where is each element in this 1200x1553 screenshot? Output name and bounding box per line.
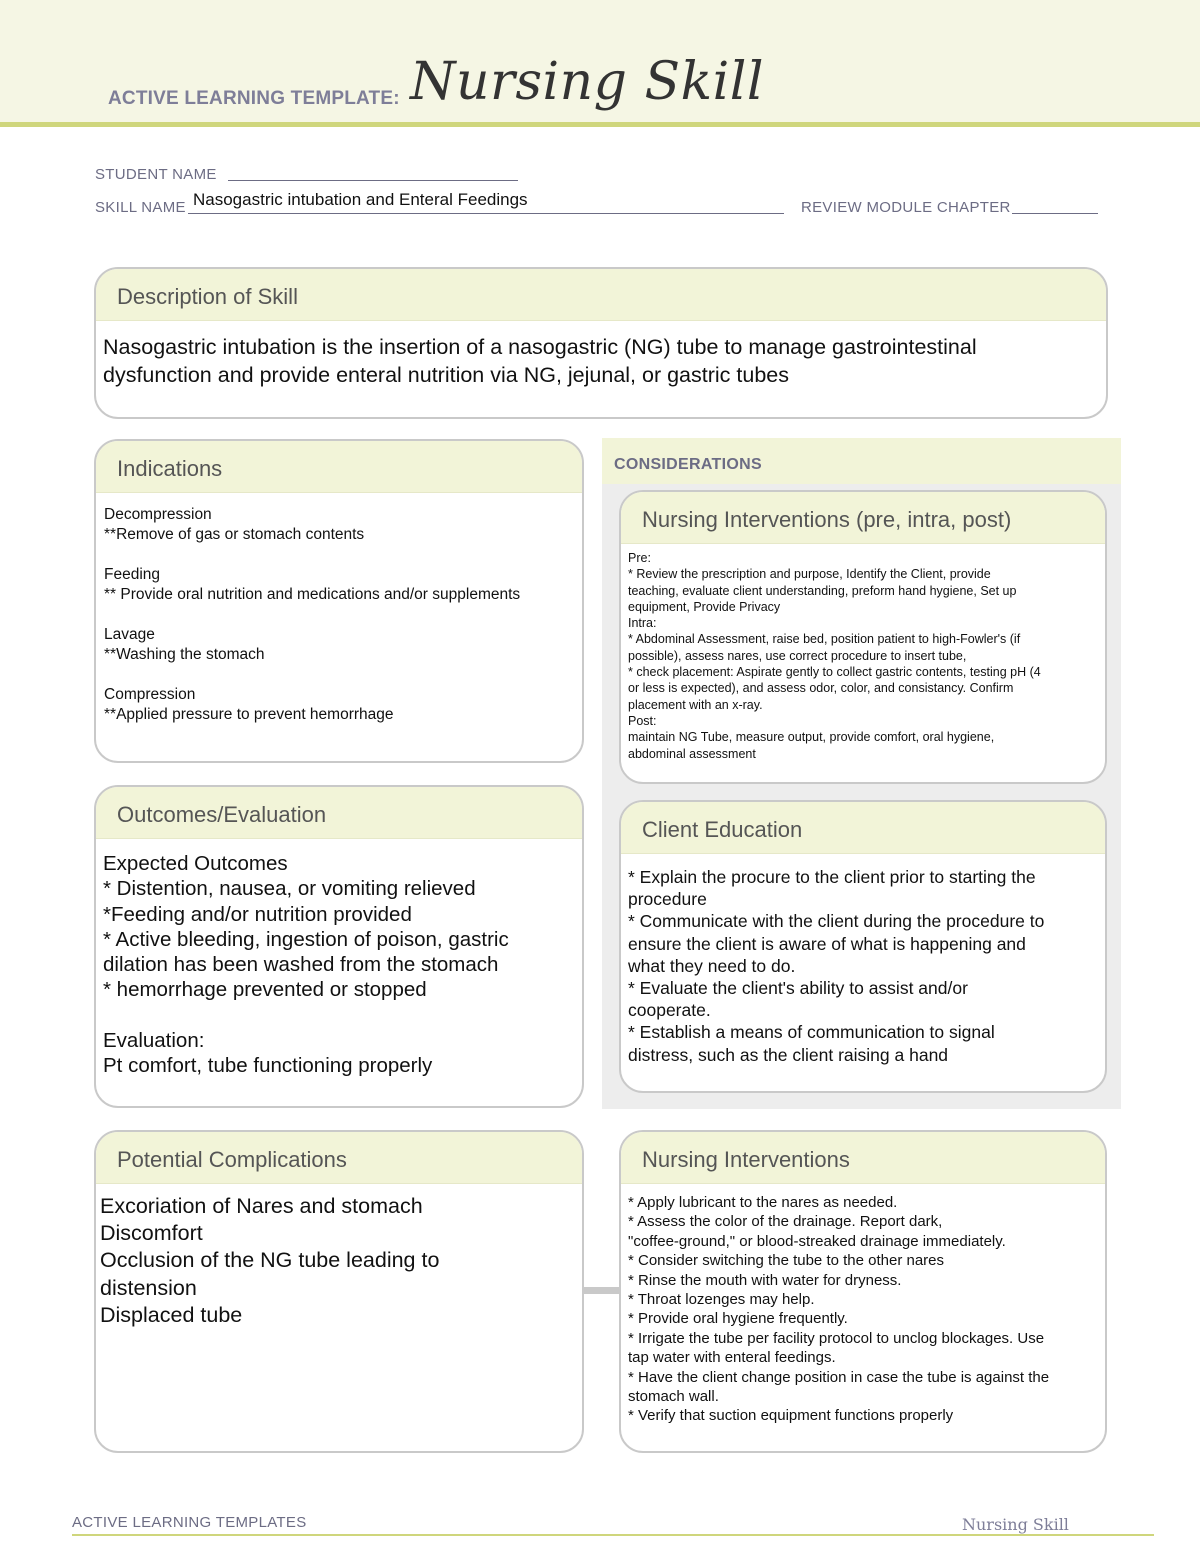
skill-name-field[interactable]: Nasogastric intubation and Enteral Feedings bbox=[193, 190, 528, 209]
student-name-line bbox=[228, 180, 518, 181]
description-box bbox=[94, 267, 1108, 419]
nursing-interventions-box bbox=[619, 1130, 1107, 1453]
indications-text[interactable]: Decompression **Remove of gas or stomach contents Feeding ** Provide oral nutrition and medications and/or supplements Lavage **Washing the stomach Compression **Applied pressure to prevent hemorrhage bbox=[104, 506, 521, 723]
client-education-box bbox=[619, 800, 1107, 1093]
footer-title: Nursing Skill bbox=[962, 1515, 1069, 1534]
complications-text[interactable]: Excoriation of Nares and stomach Discomfort Occlusion of the NG tube leading to distension Displaced tube bbox=[100, 1194, 440, 1327]
skill-name-label: SKILL NAME bbox=[95, 199, 186, 216]
outcomes-text[interactable]: Expected Outcomes * Distention, nausea, or vomiting relieved *Feeding and/or nutrition provided * Active bleeding, ingestion of poison, gastric dilation has been washed from the stomach * hemorrhage prevented or stopped Evaluation: Pt comfort, tube functioning properly bbox=[103, 852, 509, 1078]
nursing-interventions-ppp-text[interactable]: Pre: * Review the prescription and purpose, Identify the Client, provide teaching, evaluate client understanding, preform hand hygiene, Set up equipment, Provide Privacy Intra: * Abdominal Assessment, raise bed, position patient to high-Fowler's (if possible), assess nares, use correct procedure to insert tube, * check placement: Aspirate gently to collect gastric contents, testing pH (4 or less is expected), and assess odor, color, and consistancy. Confirm placement with an x-ray. Post: maintain NG Tube, measure output, provide comfort, oral hygiene, abdominal assessment bbox=[628, 551, 1041, 761]
outcomes-box bbox=[94, 785, 584, 1108]
student-name-label: STUDENT NAME bbox=[95, 166, 217, 183]
template-title: Nursing Skill bbox=[410, 52, 764, 112]
review-module-label: REVIEW MODULE CHAPTER bbox=[801, 199, 1011, 216]
complications-box bbox=[94, 1130, 584, 1453]
outcomes-title: Outcomes/Evaluation bbox=[96, 787, 582, 839]
template-label: ACTIVE LEARNING TEMPLATE: bbox=[108, 88, 400, 109]
complications-title: Potential Complications bbox=[96, 1132, 582, 1184]
nursing-interventions-ppp-title: Nursing Interventions (pre, intra, post) bbox=[621, 492, 1105, 544]
client-education-text[interactable]: * Explain the procure to the client prior to starting the procedure * Communicate with the client during the procedure to ensure the client is aware of what is happening and what they need to do. * Evaluate the client's ability to assist and/or cooperate. * Establish a means of communication to signal distress, such as the client raising a hand bbox=[628, 867, 1045, 1065]
client-education-title: Client Education bbox=[621, 802, 1105, 854]
description-text[interactable]: Nasogastric intubation is the insertion of a nasogastric (NG) tube to manage gastrointestinal dysfunction and provide enteral nutrition via NG, jejunal, or gastric tubes bbox=[103, 335, 977, 387]
footer-label: ACTIVE LEARNING TEMPLATES bbox=[72, 1514, 307, 1531]
indications-box bbox=[94, 439, 584, 763]
skill-name-line bbox=[188, 213, 784, 214]
nursing-interventions-text[interactable]: * Apply lubricant to the nares as needed. * Assess the color of the drainage. Report dark, "coffee-ground," or blood-streaked drainage immediately. * Consider switching the tube to the other nares * Rinse the mouth with water for dryness. * Throat lozenges may help. * Provide oral hygiene frequently. * Irrigate the tube per facility protocol to unclog blockages. Use tap water with enteral feedings. * Have the client change position in case the tube is against the stomach wall. * Verify that suction equipment functions properly bbox=[628, 1194, 1050, 1425]
nursing-interventions-ppp-box bbox=[619, 490, 1107, 784]
nursing-interventions-title: Nursing Interventions bbox=[621, 1132, 1105, 1184]
indications-title: Indications bbox=[96, 441, 582, 493]
connector-bar bbox=[584, 1287, 620, 1294]
footer-rule bbox=[72, 1534, 1154, 1536]
review-module-line bbox=[1012, 213, 1098, 214]
description-title: Description of Skill bbox=[96, 269, 1106, 321]
header-rule bbox=[0, 122, 1200, 127]
considerations-title: CONSIDERATIONS bbox=[602, 438, 1121, 484]
